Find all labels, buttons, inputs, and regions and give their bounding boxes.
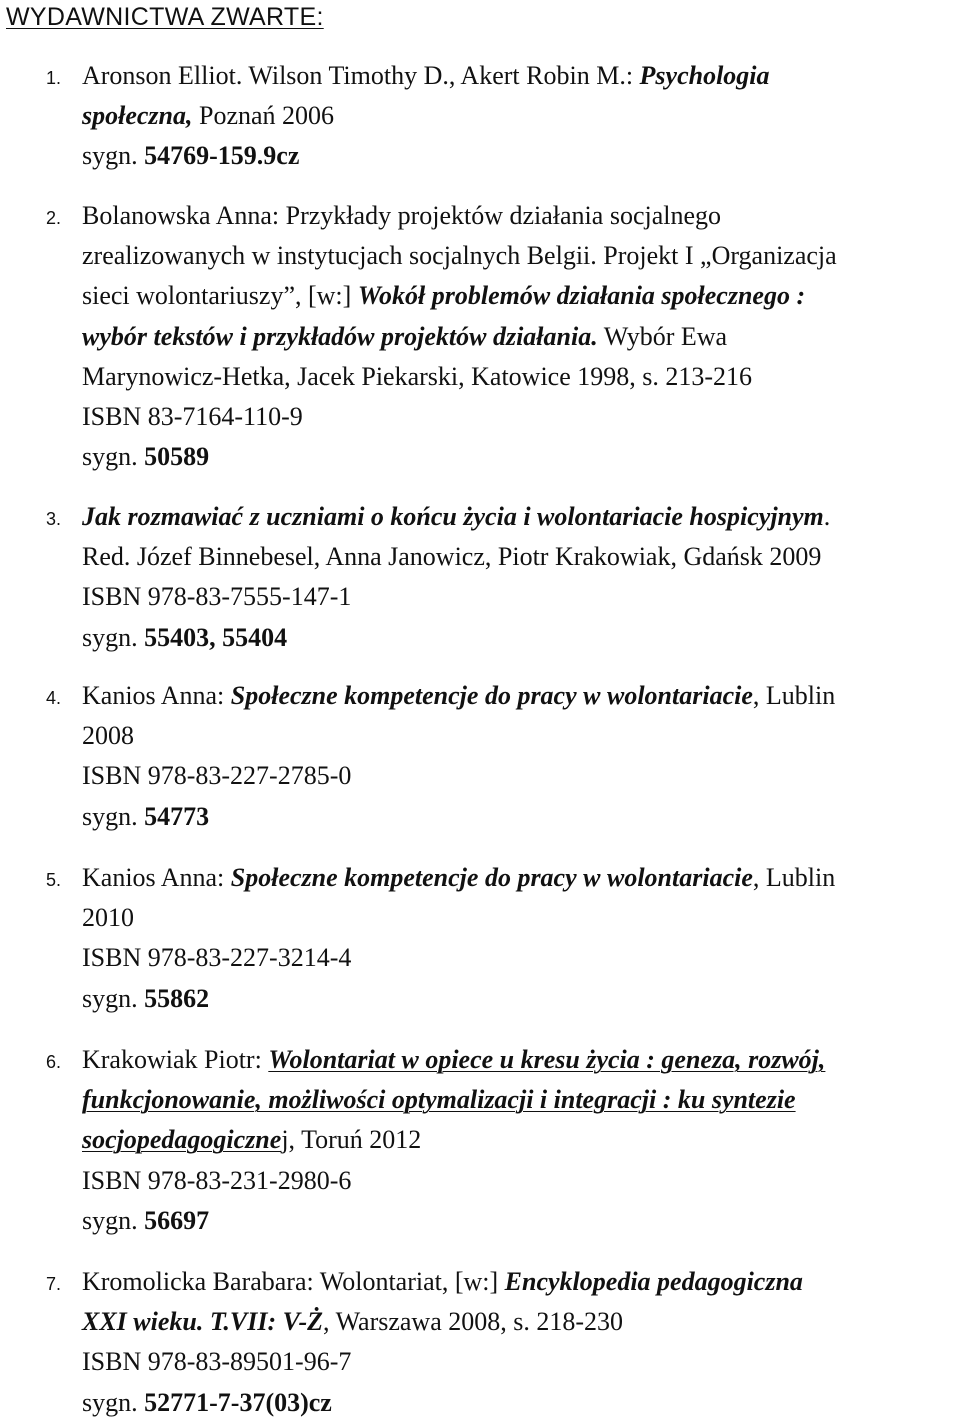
entry-number: 3. <box>46 509 62 529</box>
entry-text <box>82 196 958 477</box>
entry-line <box>82 1201 958 1241</box>
entry-line <box>82 196 958 236</box>
text-segment: ISBN 978-83-227-2785-0 <box>82 761 352 791</box>
text-segment: Red. Józef Binnebesel, Anna Janowicz, Piotr Krakowiak, Gdańsk 2009 <box>82 542 822 572</box>
entry-number: 7. <box>46 1274 62 1294</box>
entry-text <box>82 56 958 177</box>
text-segment: ISBN 978-83-231-2980-6 <box>82 1165 352 1195</box>
text-segment: 2010 <box>82 903 134 933</box>
entry-line <box>82 56 958 96</box>
entry-line <box>82 397 958 437</box>
title-segment: Wokół problemów działania społecznego : <box>357 281 806 311</box>
entry-line <box>82 497 958 537</box>
text-segment: zrealizowanych w instytucjach socjalnych Belgii. Projekt I „Organizacja <box>82 241 837 271</box>
title-segment: 56697 <box>144 1205 210 1235</box>
entry-number: 2. <box>46 208 62 228</box>
title-segment: 54769-159.9cz <box>144 141 300 171</box>
text-segment: Kromolicka Barabara: Wolontariat, [w:] <box>82 1267 505 1296</box>
title-segment: funkcjonowanie, możliwości optymalizacji i integracji : ku syntezie <box>82 1085 796 1115</box>
text-segment: , Lublin <box>752 863 836 892</box>
entry-line <box>82 236 958 276</box>
text-segment: Aronson Elliot. Wilson Timothy D., Akert Robin M.: <box>82 61 640 90</box>
entry-line <box>82 979 958 1019</box>
text-segment: Wybór Ewa <box>597 321 728 351</box>
text-segment: . <box>823 502 831 531</box>
text-segment: 2008 <box>82 721 134 751</box>
entry-line <box>82 676 958 716</box>
entry-line <box>82 756 958 796</box>
entry-line <box>82 317 958 357</box>
entry-line <box>82 276 958 316</box>
entry-line <box>82 938 958 978</box>
title-segment: społeczna, <box>82 101 193 131</box>
text-segment: j, Toruń 2012 <box>281 1125 422 1155</box>
entry-line <box>82 1383 958 1423</box>
title-segment: socjopedagogiczne <box>82 1125 282 1155</box>
entry-line <box>82 1302 958 1342</box>
entry-text <box>82 1262 958 1423</box>
entry-number: 4. <box>46 688 62 708</box>
text-segment: ISBN 978-83-7555-147-1 <box>82 582 352 612</box>
text-segment: ISBN 978-83-227-3214-4 <box>82 943 352 973</box>
text-segment: , Lublin <box>752 681 836 710</box>
entry-line <box>82 1342 958 1382</box>
title-segment: XXI wieku. T.VII: V-Ż <box>82 1307 324 1337</box>
text-segment: ISBN 978-83-89501-96-7 <box>82 1347 352 1377</box>
entry-line <box>82 1262 958 1302</box>
text-segment: Poznań 2006 <box>192 101 335 131</box>
text-segment: sygn. <box>82 1205 145 1235</box>
entry-text <box>82 858 958 1019</box>
text-segment: sygn. <box>82 1387 145 1417</box>
title-segment: wybór tekstów i przykładów projektów działania. <box>82 321 598 351</box>
text-segment: Marynowicz-Hetka, Jacek Piekarski, Katowice 1998, s. 213-216 <box>82 361 753 391</box>
title-segment: 55862 <box>144 983 210 1013</box>
entry-line <box>82 618 958 658</box>
entry-text <box>82 1040 958 1241</box>
entry-line <box>82 1161 958 1201</box>
text-segment: , Warszawa 2008, s. 218-230 <box>323 1307 624 1337</box>
title-segment: Wolontariat w opiece u kresu życia : geneza, rozwój, <box>268 1045 826 1074</box>
title-segment: 54773 <box>144 801 210 831</box>
text-segment: sygn. <box>82 622 145 652</box>
section-heading: WYDAWNICTWA ZWARTE: <box>6 3 324 31</box>
entry-line <box>82 357 958 397</box>
title-segment: Społeczne kompetencje do pracy w wolontariacie <box>230 863 753 892</box>
entry-line <box>82 1040 958 1080</box>
title-segment: Jak rozmawiać z uczniami o końcu życia i wolontariacie hospicyjnym <box>82 502 824 531</box>
entry-line <box>82 136 958 176</box>
entry-number: 6. <box>46 1052 62 1072</box>
title-segment: Społeczne kompetencje do pracy w wolontariacie <box>230 681 753 710</box>
entry-line <box>82 577 958 617</box>
entry-text <box>82 676 958 837</box>
title-segment: 50589 <box>144 442 210 472</box>
text-segment: Kanios Anna: <box>82 681 231 710</box>
text-segment: sygn. <box>82 141 145 171</box>
entry-line <box>82 96 958 136</box>
entry-line <box>82 437 958 477</box>
text-segment: Kanios Anna: <box>82 863 231 892</box>
entry-line <box>82 716 958 756</box>
text-segment: sygn. <box>82 442 145 472</box>
entry-line <box>82 1120 958 1160</box>
entry-line <box>82 898 958 938</box>
entry-line <box>82 537 958 577</box>
title-segment: 52771-7-37(03)cz <box>144 1387 332 1417</box>
text-segment: Bolanowska Anna: Przykłady projektów działania socjalnego <box>82 201 722 230</box>
title-segment: Psychologia <box>639 61 770 90</box>
title-segment: Encyklopedia pedagogiczna <box>504 1267 803 1296</box>
entry-number: 1. <box>46 68 62 88</box>
text-segment: sieci wolontariuszy”, [w:] <box>82 281 358 311</box>
title-segment: 55403, 55404 <box>144 622 288 652</box>
text-segment: ISBN 83-7164-110-9 <box>82 401 303 431</box>
entry-line <box>82 858 958 898</box>
entry-number: 5. <box>46 870 62 890</box>
entry-text <box>82 497 958 658</box>
entry-line <box>82 797 958 837</box>
text-segment: Krakowiak Piotr: <box>82 1045 269 1074</box>
entry-line <box>82 1080 958 1120</box>
text-segment: sygn. <box>82 801 145 831</box>
text-segment: sygn. <box>82 983 145 1013</box>
